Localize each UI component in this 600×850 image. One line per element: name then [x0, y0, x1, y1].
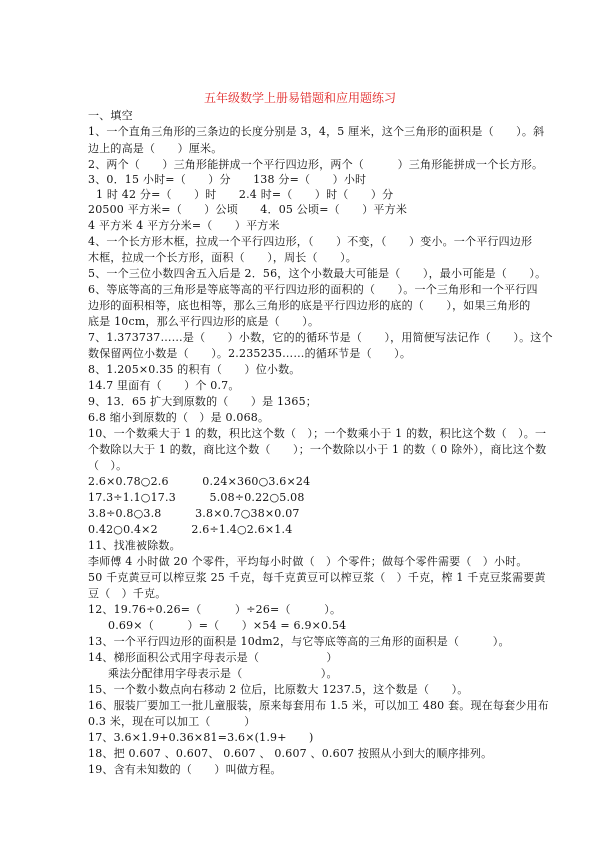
text-line-q2: 2、两个（ ）三角形能拼成一个平行四边形，两个（ ）三角形能拼成一个长方形。	[88, 158, 544, 171]
text-line-compare-4: 0.42○0.4×2 2.6÷1.4○2.6×1.4	[88, 523, 293, 536]
text-line-q14b: 乘法分配律用字母表示是（ ）。	[108, 667, 338, 680]
text-line-q14a: 14、梯形面积公式用字母表示是（ ）	[88, 651, 338, 664]
text-line-q8a: 8、1.205×0.35 的积有（ ）位小数。	[88, 363, 301, 376]
text-line-q11c: 豆（ ）千克。	[88, 587, 167, 600]
text-line-q19: 19、含有未知数的（ ）叫做方程。	[88, 763, 282, 776]
text-line-q18: 18、把 0.607 、0.607、 0.607 、 0.607 、0.607 按照从小到大的顺序排列。	[88, 747, 493, 760]
text-line-q5: 5、一个三位小数四舍五入后是 2．56，这个小数最大可能是（ ），最小可能是（ ）。	[88, 267, 547, 280]
text-line-q17: 17、3.6×1.9+0.36×81=3.6×(1.9+ )	[88, 731, 314, 744]
section-heading: 一、填空	[88, 109, 133, 122]
text-line-q3b: 1 时 42 分=（ ）时 2.4 时=（ ）时（ ）分	[96, 188, 394, 201]
text-line-q16b: 0.3 米，现在可以加工（ ）	[88, 715, 256, 728]
text-line-q10c: （ ）。	[88, 459, 128, 472]
text-line-compare-1: 2.6×0.78○2.6 0.24×360○3.6×24	[88, 475, 311, 488]
text-line-compare-3: 3.8÷0.8○3.8 3.8×0.7○38×0.07	[88, 507, 300, 520]
text-line-q9a: 9、13．65 扩大到原数的（ ）是 1365；	[88, 395, 317, 408]
text-line-q12a: 12、19.76÷0.26=（ ）÷26=（ ）。	[88, 603, 342, 616]
text-line-q8b: 14.7 里面有（ ）个 0.7。	[88, 379, 240, 392]
text-line-q16a: 16、服装厂要加工一批儿童服装，原来每套用布 1.5 米，可以加工 480 套。现在每套少用布	[88, 699, 549, 712]
text-line-q10b: 个数除以大于 1 的数，商比这个数（ ）；一个数除以小于 1 的数（ 0 除外），商比这个数	[88, 443, 547, 456]
text-line-q4a: 4、一个长方形木框，拉成一个平行四边形，（ ）不变，（ ）变小。一个平行四边形	[88, 235, 533, 248]
text-line-q1a: 1、一个直角三角形的三条边的长度分别是 3，4，5 厘米，这个三角形的面积是（ ）。斜	[88, 125, 545, 138]
text-line-q7a: 7、1.373737……是（ ）小数，它的的循环节是（ ），用简便写法记作（ ）。这个	[88, 331, 553, 344]
text-line-q11: 11、找准被除数。	[88, 539, 181, 552]
text-line-q12b: 0.69×（ ）=（ ）×54 = 6.9×0.54	[108, 619, 347, 632]
text-line-q11a: 李师傅 4 小时做 20 个零件，平均每小时做（ ）个零件；做每个零件需要（ ）小时。	[88, 555, 528, 568]
text-line-q15: 15、一个数小数点向右移动 2 位后，比原数大 1237.5，这个数是（ ）。	[88, 683, 469, 696]
text-line-q7b: 数保留两位小数是（ ）。2.235235……的循环节是（ ）。	[88, 347, 412, 360]
text-line-q6a: 6、等底等高的三角形是等底等高的平行四边形的面积的（ ）。一个三角形和一个平行四	[88, 283, 538, 296]
text-line-q11b: 50 千克黄豆可以榨豆浆 25 千克，每千克黄豆可以榨豆浆（ ）千克，榨 1 千克豆浆需要黄	[88, 571, 546, 584]
text-line-q3c: 20500 平方米=（ ）公顷 4．05 公顷=（ ）平方米	[88, 203, 408, 216]
text-line-q6c: 底是 10cm，那么平行四边形的底是（ ）。	[88, 315, 320, 328]
text-line-q6b: 边形的面积相等，底也相等，那么三角形的底是平行四边形的底的（ ），如果三角形的	[88, 299, 531, 312]
worksheet-title: 五年级数学上册易错题和应用题练习	[203, 91, 396, 105]
text-line-q1b: 边上的高是（ ）厘米。	[88, 142, 223, 155]
text-line-compare-2: 17.3÷1.1○17.3 5.08÷0.22○5.08	[88, 491, 305, 504]
text-line-q13: 13、一个平行四边形的面积是 10dm2，与它等底等高的三角形的面积是（ ）。	[88, 635, 510, 648]
text-line-q4b: 木框，拉成一个长方形，面积（ ），周长（ ）。	[88, 251, 357, 264]
text-line-q10a: 10、一个数乘大于 1 的数，积比这个数（ ）；一个数乘小于 1 的数，积比这个数（ ）。一	[88, 427, 547, 440]
text-line-q3a: 3、0．15 小时=（ ）分 138 分=（ ）小时	[88, 173, 367, 186]
text-line-q3d: 4 平方米 4 平方分米=（ ）平方米	[88, 219, 280, 232]
text-line-q9b: 6.8 缩小到原数的（ ）是 0.068。	[88, 411, 270, 424]
